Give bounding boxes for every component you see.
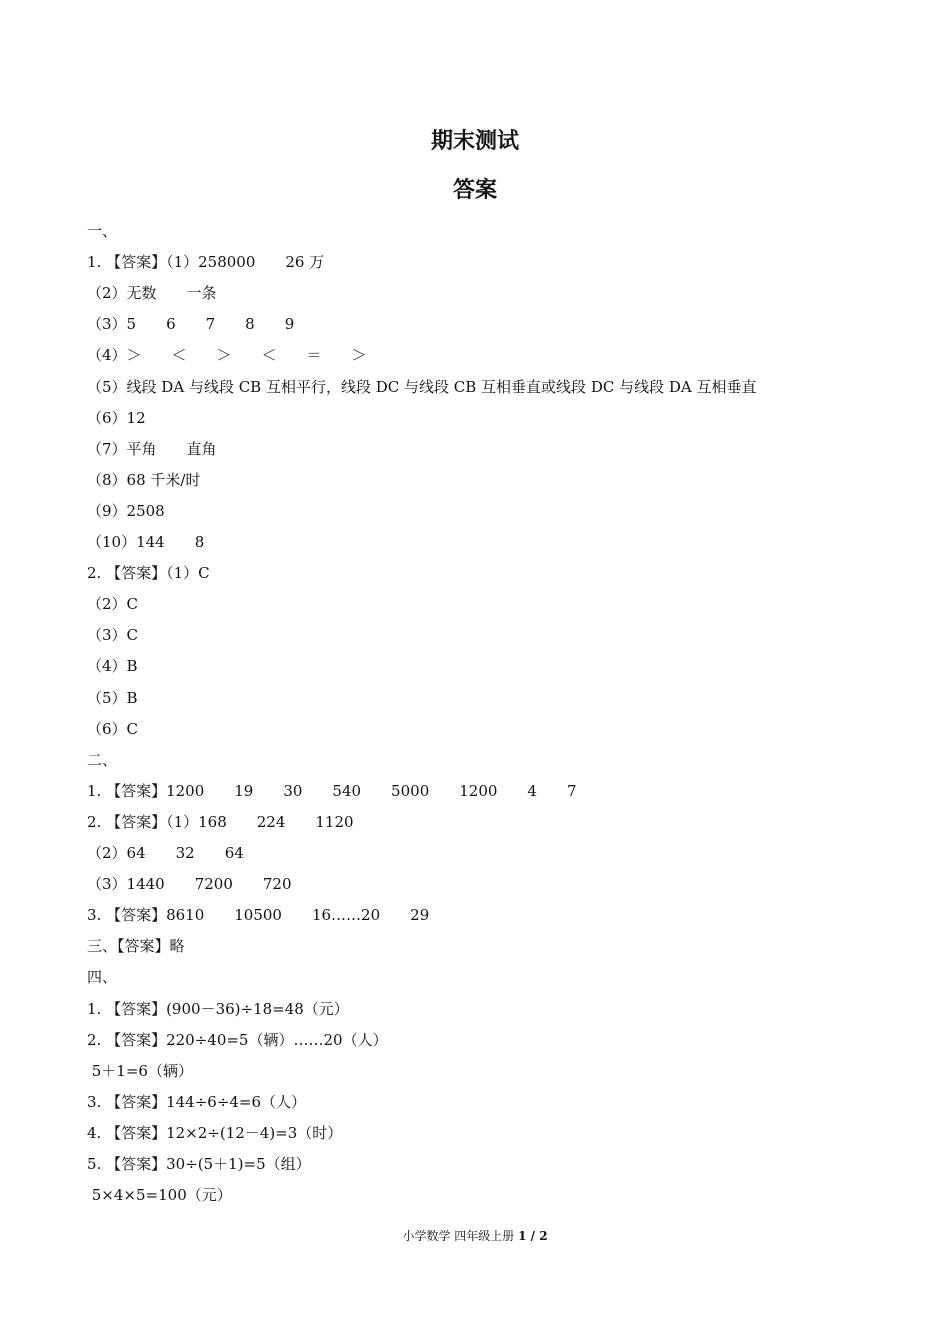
answer-line: 1. 【答案】(900－36)÷18=48（元） bbox=[87, 1000, 349, 1018]
answer-line: 5×4×5=100（元） bbox=[87, 1186, 232, 1204]
page-subtitle: 答案 bbox=[452, 178, 497, 203]
answer-line: （4）B bbox=[87, 657, 138, 675]
answer-line: 2. 【答案】220÷40=5（辆）……20（人） bbox=[87, 1031, 388, 1049]
answer-line: 3. 【答案】144÷6÷4=6（人） bbox=[87, 1093, 307, 1111]
answer-line: （3）5 6 7 8 9 bbox=[87, 315, 295, 333]
answer-line: 2. 【答案】（1）C bbox=[87, 564, 210, 582]
answer-line: （2）无数 一条 bbox=[87, 284, 217, 302]
answer-line: 二、 bbox=[87, 751, 118, 769]
answer-line: 4. 【答案】12×2÷(12－4)=3（时） bbox=[87, 1124, 343, 1142]
answer-line: （2）64 32 64 bbox=[87, 844, 244, 862]
page-title: 期末测试 bbox=[430, 129, 519, 154]
answer-line: （5）线段 DA 与线段 CB 互相平行，线段 DC 与线段 CB 互相垂直或线段 DC 与线段 DA 互相垂直 bbox=[87, 378, 757, 396]
answer-line: 3. 【答案】8610 10500 16……20 29 bbox=[87, 906, 430, 924]
answer-line: 5. 【答案】30÷(5＋1)=5（组） bbox=[87, 1155, 311, 1173]
answer-line: （8）68 千米/时 bbox=[87, 471, 201, 489]
answer-line: 一、 bbox=[87, 222, 118, 240]
footer-page-number: 1 / 2 bbox=[518, 1229, 548, 1243]
answer-line: （3）C bbox=[87, 626, 139, 644]
answer-line: （9）2508 bbox=[87, 502, 165, 520]
footer-subject: 小学数学 四年级上册 bbox=[402, 1229, 515, 1243]
answer-line: （10）144 8 bbox=[87, 533, 205, 551]
answer-line: （4）＞ ＜ ＞ ＜ ＝ ＞ bbox=[87, 346, 367, 364]
answer-line: 三、【答案】略 bbox=[87, 937, 185, 955]
answer-line: 四、 bbox=[87, 968, 118, 986]
answer-line: （7）平角 直角 bbox=[87, 440, 217, 458]
answer-line: （2）C bbox=[87, 595, 139, 613]
answer-line: （3）1440 7200 720 bbox=[87, 875, 292, 893]
answer-line: 1. 【答案】1200 19 30 540 5000 1200 4 7 bbox=[87, 782, 577, 800]
answer-line: 1. 【答案】（1）258000 26 万 bbox=[87, 253, 325, 271]
answer-line: 2. 【答案】（1）168 224 1120 bbox=[87, 813, 354, 831]
answer-line: 5＋1=6（辆） bbox=[87, 1062, 193, 1080]
page-footer bbox=[0, 1228, 950, 1244]
answer-line: （6）12 bbox=[87, 409, 146, 427]
answer-line: （5）B bbox=[87, 689, 138, 707]
answer-line: （6）C bbox=[87, 720, 139, 738]
